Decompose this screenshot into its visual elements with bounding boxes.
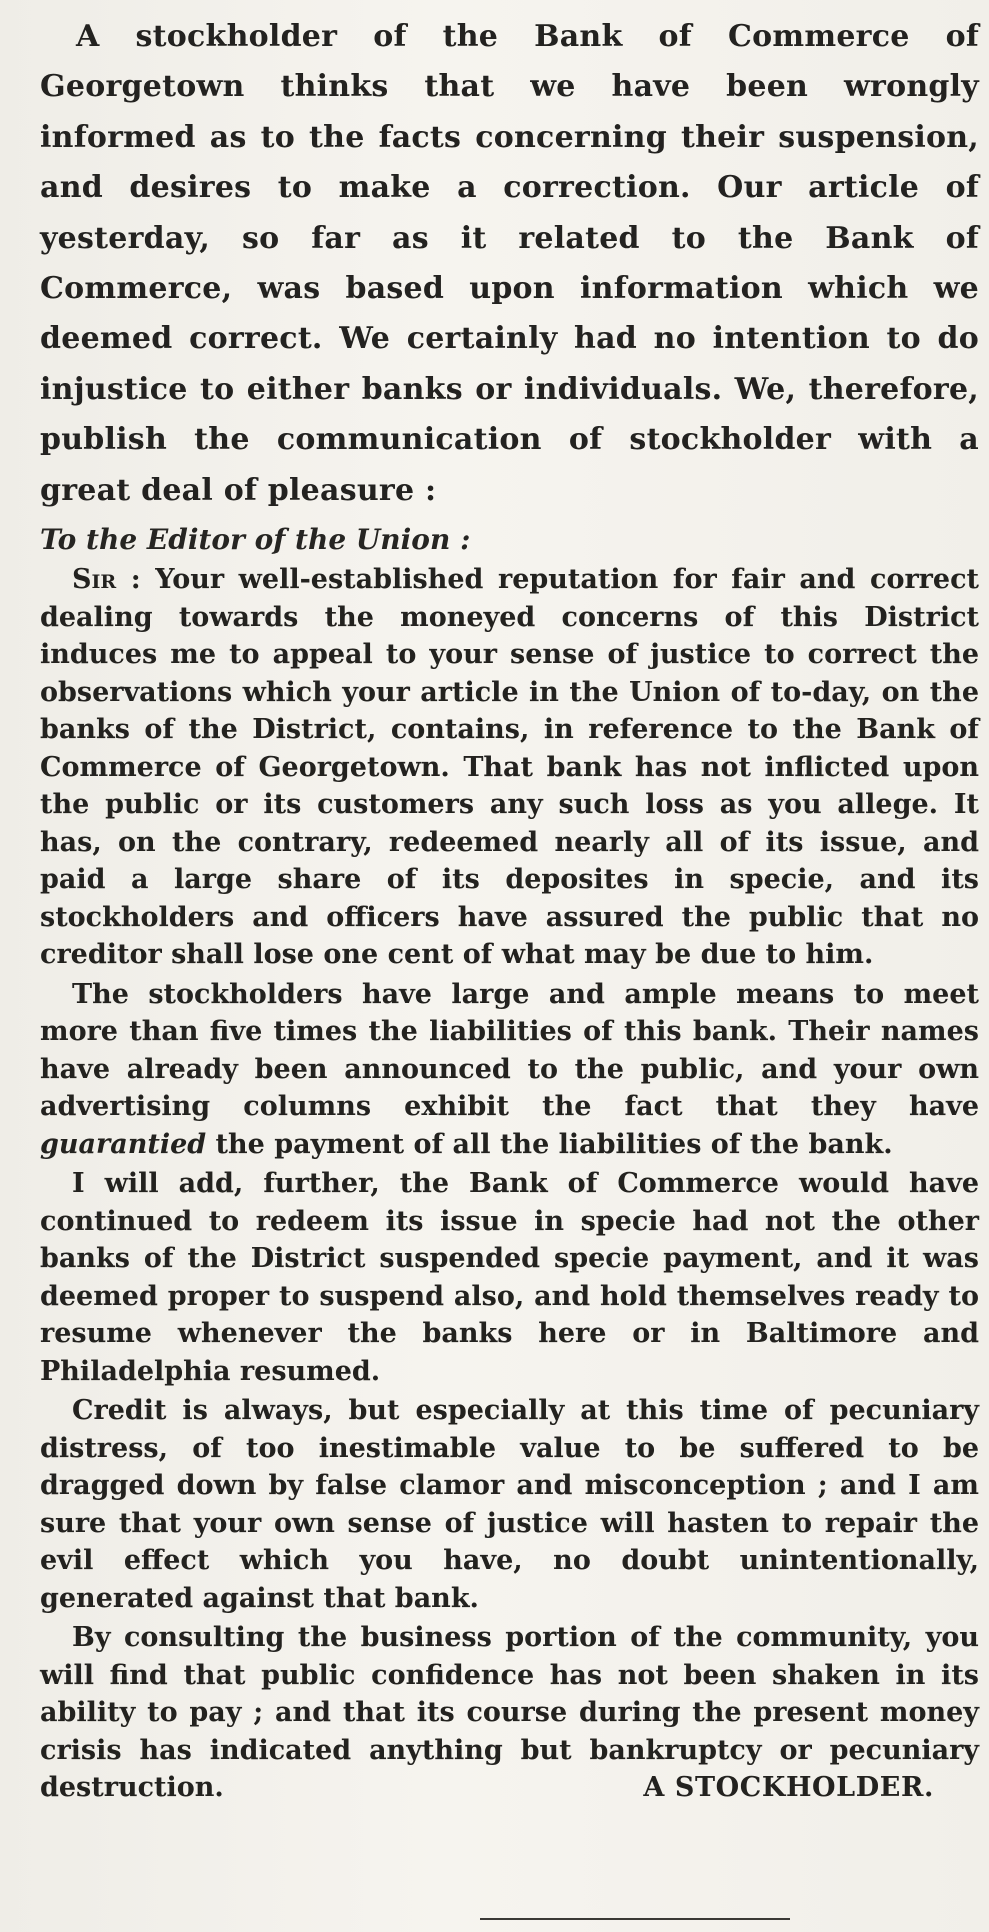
letter-opening-sir: Sir : [72,564,141,596]
letter-paragraph-4: Credit is always, but especially at this time of pecuniary distress, of too inestimable value to be suffered to be dragged down by false clamor and misconception ; and I am sure that your own sense of justice will hasten to repair the evil effect which you have, no doubt unintentionally, generated against that bank. [40,1395,979,1614]
editorial-intro-paragraph: A stockholder of the Bank of Commerce of Georgetown thinks that we have been wrongly informed as to the facts concerning their suspension, and desires to make a correction. Our article of yesterday, so far as it related to the Bank of Commerce, was based upon information which we deemed correct. We certainly had no intention to do injustice to either banks or individuals. We, therefore, publish the communication of stockholder with a great deal of pleasure : [40,19,979,508]
article-column [40,12,979,1807]
column-end-rule [480,1918,790,1920]
letter-paragraph-2 [40,976,979,1164]
letter-paragraph-5-text: By consulting the business portion of the community, you will find that public confidence has not been shaken in its ability to pay ; and that its course during the present money crisis has indicated anything but bankruptcy or pecuniary destruction. [40,1622,979,1804]
letter-paragraph-1-text: Your well-established reputation for fair and correct dealing towards the moneyed concerns of this District induces me to appeal to your sense of justice to correct the observations which your article in the Union of to-day, on the banks of the District, contains, in reference to the Bank of Commerce of Georgetown. That bank has not inflicted upon the public or its customers any such loss as you allege. It has, on the contrary, redeemed nearly all of its issue, and paid a large share of its deposites in specie, and its stockholders and officers have assured the public that no creditor shall lose one cent of what may be due to him. [40,564,979,971]
letter-salutation: To the Editor of the Union : [40,523,471,557]
letter-paragraph-1 [40,561,979,974]
letter-signature: A STOCKHOLDER. [643,1772,934,1804]
letter-paragraph-5 [40,1619,979,1807]
letter-emphasis-guarantied: guarantied [40,1128,207,1160]
letter-paragraph-2-end: the payment of all the liabilities of the bank. [206,1128,893,1160]
letter-paragraph-3: I will add, further, the Bank of Commerce would have continued to redeem its issue in specie had not the other banks of the District suspended specie payment, and it was deemed proper to suspend also, and hold themselves ready to resume whenever the banks here or in Baltimore and Philadelphia resumed. [40,1168,979,1387]
letter-paragraph-2-start: The stockholders have large and ample means to meet more than five times the liabilities of this bank. Their names have already been announced to the public, and your own advertising columns exhibit the fact that they have [40,978,979,1123]
